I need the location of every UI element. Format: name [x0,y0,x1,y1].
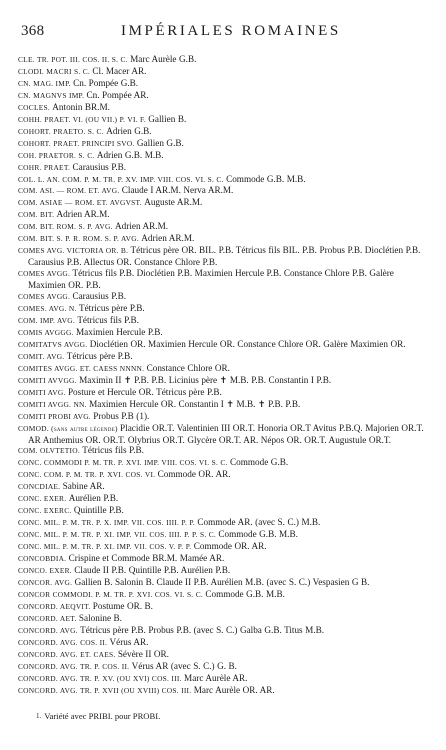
entry-description: Vérus AR. [109,636,149,647]
entry-legend: CONCORD. AVG. TR. P. XV. (OU XVI) COS. III. [18,673,182,683]
entry-description: Adrien AR.M. [56,209,110,220]
entry-legend: CONCORD. AVG. COS. II. [18,637,108,647]
entry-row [18,303,430,315]
footnote-text: Variété avec PRIBI. pour PROBI. [44,711,161,721]
page-number: 368 [21,23,45,39]
entry-row [18,601,430,613]
entry-description: Commode G.B. M.B. [205,588,285,599]
entry-row [18,457,430,469]
entry-row [18,114,430,126]
entry-legend: COM. IMP. AVG. [18,315,75,325]
entry-description: Aurélien P.B. [68,493,119,504]
entry-legend: COM. ASIAE — ROM. ET. AVGVST. [18,198,142,208]
entry-description: Tétricus père P.B. Probus P.B. (avec S. C.) Galba G.B. Titus M.B. [80,624,325,635]
entry-legend: COHORT. PRAET. PRINCIPI SVO. [18,138,135,148]
coin-legend-list [18,54,430,696]
entry-row [18,233,430,245]
entry-row [18,685,430,697]
entry-row [18,102,430,114]
entry-description: Maximien Hercule P.B. [76,326,163,337]
entry-description: Tétricus fils P.B. [82,445,144,456]
entry-legend: CONC. MIL. P. M. TR. P. XI. IMP. VII. COS. IIII. P. P. S. C. [18,530,217,540]
entry-legend: CONCORD. AEQVIT. [18,601,91,611]
entry-legend: COMITI AVG. [18,387,66,397]
entry-description: Quintille P.B. [73,505,124,516]
entry-row [18,553,430,565]
entry-description: Carausius P.B. [72,291,127,302]
entry-row [18,529,430,541]
entry-legend: CONC. EXER. [18,494,67,504]
entry-description: Cn. Pompée AR. [86,89,149,100]
entry-legend: COM. BIT. [18,210,55,220]
entry-description: Cl. Macer AR. [92,65,147,76]
entry-legend: CN. MAGNVS IMP. [18,90,85,100]
entry-description: Tétricus père P.B. [66,350,133,361]
footnote [36,711,160,721]
entry-legend: CONC. COM. P. M. TR. P. XVI. COS. VI. [18,470,156,480]
entry-row [18,162,430,174]
entry-legend: COM. OLVTETIO. [18,446,80,456]
entry-row [18,363,430,375]
entry-description: Tétricus fils P.B. [77,314,139,325]
entry-legend: COMES AVGG. [18,292,71,302]
entry-description: Gallien B. [148,113,187,124]
entry-legend: COL. L. AN. COM. P. M. TR. P. XV. IMP. VIII. COS. VI. S. C. [18,174,224,184]
entry-row [18,649,430,661]
entry-legend: COMES. AVG. N. [18,304,77,314]
entry-description: Gallien G.B. [136,137,184,148]
entry-legend: COMITES AVGG. ET. CAESS NNNN. [18,363,145,373]
entry-description: Posture et Hercule OR. Tétricus père P.B. [67,386,222,397]
entry-description: Marc Aurèle G.B. [130,54,197,64]
entry-legend: CONC. COMMODI P. M. TR. P. XVI. IMP. VIII. COS. VI. S. C. [18,458,228,468]
entry-row [18,625,430,637]
entry-description: Tétricus père OR. BIL. P.B. Tétricus fils BIL. P.B. Probus P.B. Dioclétien P.B. Carausius P.B. Allectus OR. Constance Chlore P.B. [28,245,421,268]
entry-row [18,150,430,162]
entry-legend: COMES AVG. VICTORIA OR. B. [18,246,129,256]
entry-description: Commode OR. AR. [157,469,231,480]
entry-description: Commode G.B. M.B. [218,529,298,540]
entry-row [18,565,430,577]
entry-description: Commode AR. (avec S. C.) M.B. [197,517,321,528]
entry-description: Placidie OR.T. Valentinien III OR.T. Honoria OR.T Avitus P.B.Q. Majorien OR.T. AR Anthemius OR. OR.T. Olybrius OR.T. Glycère OR.T. AR. Népos OR. OR.T. Augustule OR.T. [28,422,424,445]
entry-row [18,541,430,553]
entry-legend: COMITI AVVGG. [18,375,77,385]
entry-description: Probus P.B (1). [93,410,150,421]
entry-description: Salonine B. [78,612,122,623]
entry-description: Adrien AR.M. [141,233,195,244]
page-header [21,23,429,45]
entry-description: Tétricus père P.B. [78,303,145,314]
entry-description: Gallien B. Salonin B. Claude II P.B. Aurélien M.B. (avec S. C.) Vespasien G B. [74,576,370,587]
entry-description: Marc Aurèle AR. [184,672,248,683]
entry-legend: COHH. PRAET. VI. (OU VII.) P. VI. F. [18,114,146,124]
running-title: IMPÉRIALES ROMAINES [121,23,341,39]
entry-description: Commode G.B. M.B. [226,173,306,184]
entry-legend: COMITATVS AVGG. [18,339,88,349]
entry-legend: CONCDIAE. [18,482,61,492]
entry-row [18,315,430,327]
entry-row [18,126,430,138]
entry-row [18,90,430,102]
entry-description: Maximin II ✝ P.B. P.B. Licinius père ✝ M.B. P.B. Constantin I P.B. [79,374,332,385]
entry-legend: CONC. MIL. P. M. TR. P. X. IMP. VII. COS. IIII. P. P. [18,518,195,528]
entry-legend: COMIS AVGGG. [18,327,74,337]
entry-row [18,221,430,233]
entry-legend: COMOD. (sans autre légende) [18,423,118,433]
entry-description: Crispine et Commode BR.M. Mamée AR. [68,553,225,564]
entry-row [18,245,430,268]
entry-legend: CONCORD. AVG. TR. P. COS. II. [18,661,130,671]
entry-description: Cn. Pompée G.B. [73,77,139,88]
entry-row [18,209,430,221]
entry-row [18,423,430,446]
entry-legend: CONCORD. AVG. ET. CAES. [18,649,116,659]
entry-legend: COM. BIT. S. P. R. ROM. S. P. AVG. [18,234,139,244]
entry-row [18,387,430,399]
entry-legend: CONCO. EXER. [18,565,72,575]
entry-legend: COMITI AVGG. NN. [18,399,87,409]
entry-description: Adrien AR.M. [115,221,169,232]
entry-legend: CONCORD. AVG. TR. P. XVII (OU XVIII) COS. III. [18,685,192,695]
entry-row [18,351,430,363]
entry-row [18,493,430,505]
entry-row [18,613,430,625]
entry-description: Antonin BR.M. [52,101,110,112]
entry-row [18,469,430,481]
entry-description: Sévère II OR. [117,648,169,659]
entry-row [18,673,430,685]
entry-row [18,589,430,601]
entry-row [18,505,430,517]
entry-legend: COCLES. [18,102,50,112]
entry-row [18,54,430,66]
entry-description: Dioclétien OR. Maximien Hercule OR. Constance Chlore OR. Galère Maximien OR. [89,338,406,349]
entry-legend: CLE. TR. POT. III. COS. II. S. C. [18,55,128,64]
entry-description: Claude II P.B. Quintille P.B. Aurélien P.B. [74,564,231,575]
entry-row [18,445,430,457]
entry-row [18,411,430,423]
entry-description: Maximien Hercule OR. Constantin I ✝ M.B. ✝ P.B. P.B. [89,398,301,409]
entry-row [18,327,430,339]
entry-legend: CONCOBDIA. [18,554,67,564]
entry-row [18,481,430,493]
entry-legend: COM. BIT. ROM. S. P. AVG. [18,222,113,232]
entry-row [18,66,430,78]
entry-legend: CLODI. MACRI S. C. [18,66,91,76]
entry-legend: CONCORD. AET. [18,613,77,623]
entry-description: Postume OR. B. [92,600,153,611]
entry-row [18,577,430,589]
entry-description: Adrien G.B. M.B. [96,149,164,160]
entry-row [18,291,430,303]
entry-description: Vérus AR (avec S. C.) G. B. [131,660,237,671]
entry-description: Adrien G.B. [106,125,152,136]
entry-description: Carausius P.B. [72,161,127,172]
entry-row [18,375,430,387]
entry-legend: COHR. PRAET. [18,162,71,172]
entry-description: Auguste AR.M. [144,197,203,208]
entry-legend: COMES AVGG. [18,269,71,279]
entry-description: Marc Aurèle OR. AR. [193,684,275,695]
entry-description: Constance Chlore OR. [146,362,230,373]
entry-row [18,399,430,411]
footnote-marker: 1. [36,712,42,720]
entry-legend: CN. MAG. IMP. [18,78,71,88]
entry-description: Tétricus fils P.B. Dioclétien P.B. Maximien Hercule P.B. Constance Chlore P.B. Galère Maximien OR. P.B. [28,268,394,291]
entry-legend: CONCOR. AVG. [18,577,73,587]
entry-legend: CONC. EXERC. [18,506,72,516]
entry-legend: COH. PRAETOR. S. C. [18,150,95,160]
entry-row [18,174,430,186]
entry-legend: COM. ASI. — ROM. ET. AVG. [18,186,120,196]
entry-legend: CONCORD. AVG. [18,625,78,635]
entry-description: Commode G.B. [230,457,289,468]
entry-legend: CONC. MIL. P. M. TR. P. XI. IMP. VII. COS. V. P. P. [18,542,192,552]
entry-row [18,637,430,649]
entry-description: Commode OR. AR. [193,541,267,552]
entry-row [18,268,430,291]
entry-row [18,197,430,209]
entry-row [18,138,430,150]
entry-legend: COHORT. PRAETO. S. C. [18,126,104,136]
entry-row [18,339,430,351]
entry-row [18,78,430,90]
entry-description: Claude I AR.M. Nerva AR.M. [121,185,234,196]
entry-description: Sabine AR. [62,481,105,492]
entry-row [18,517,430,529]
entry-row [18,661,430,673]
entry-row [18,185,430,197]
entry-legend: COMIT. AVG. [18,351,65,361]
entry-legend: COMITI PROBI AVG. [18,411,91,421]
entry-legend: CONCOR COMMODI. P. M. TR. P. XVI. COS. VI. S. C. [18,589,203,599]
